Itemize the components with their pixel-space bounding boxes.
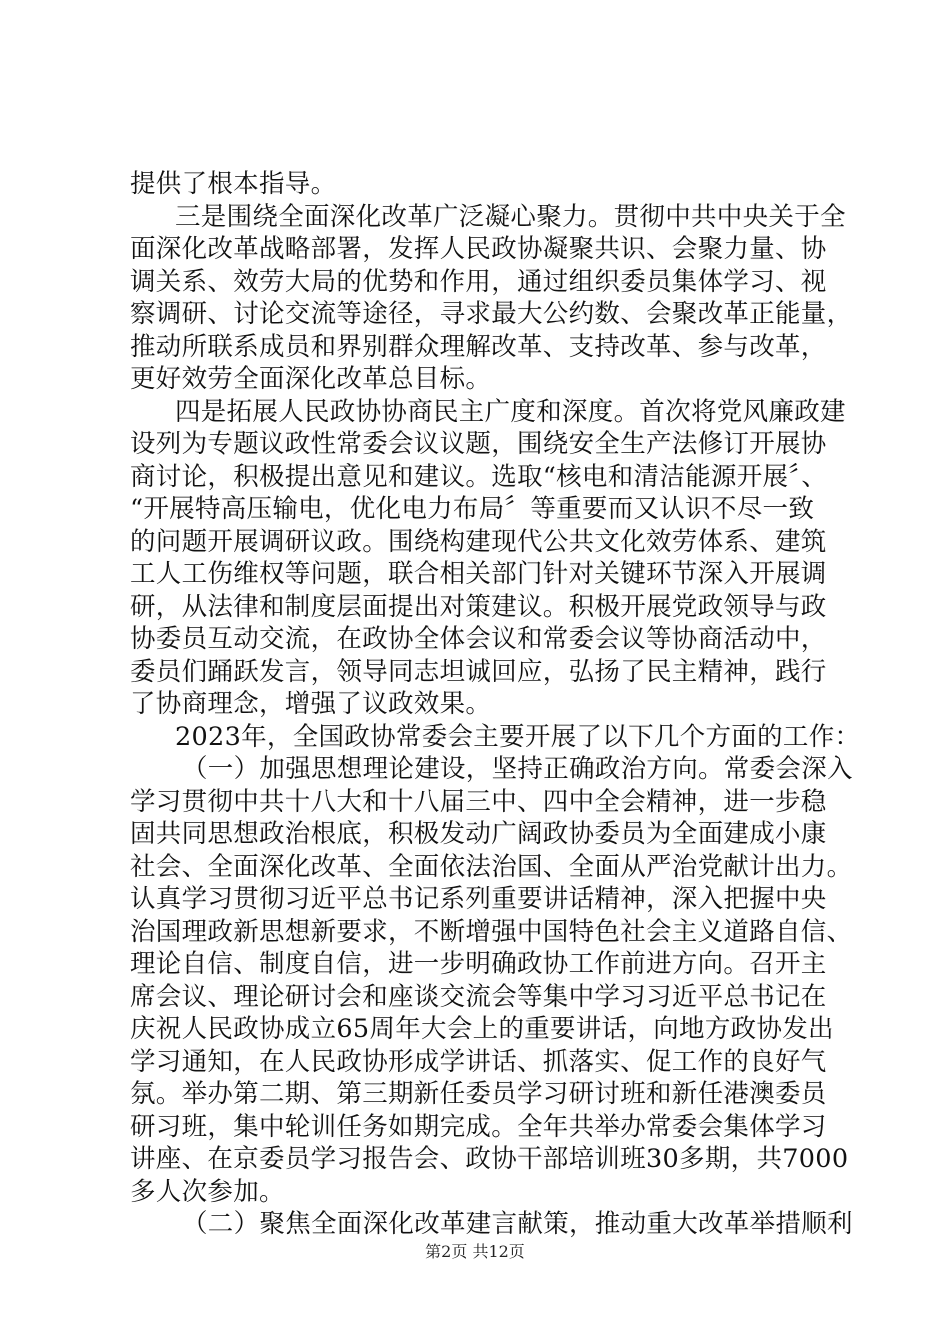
text-line: （一）加强思想理论建设，坚持正确政治方向。常委会深入 (182, 754, 853, 784)
text-line: 讲座、在京委员学习报告会、政协干部培训班30多期，共7000 (130, 1144, 849, 1174)
text-line: 固共同思想政治根底，积极发动广阔政协委员为全面建成小康 (130, 819, 827, 849)
text-line: 工人工伤维权等问题，联合相关部门针对关键环节深入开展调 (130, 559, 827, 589)
text-line: 委员们踊跃发言，领导同志坦诚回应，弘扬了民主精神，践行 (130, 656, 827, 687)
text-line: 社会、全面深化改革、全面依法治国、全面从严治党献计出力。 (130, 851, 853, 882)
text-line: 庆祝人民政协成立65周年大会上的重要讲话，向地方政协发出 (130, 1014, 834, 1044)
text-line: 2023年，全国政协常委会主要开展了以下几个方面的工作： (175, 721, 861, 752)
text-line: 面深化改革战略部署，发挥人民政协凝聚共识、会聚力量、协 (130, 234, 827, 264)
text-line: （二）聚焦全面深化改革建言献策，推动重大改革举措顺利 (182, 1209, 853, 1239)
text-line: 了协商理念，增强了议政效果。 (130, 689, 492, 719)
text-line: 调关系、效劳大局的优势和作用，通过组织委员集体学习、视 (130, 266, 827, 297)
text-line: 三是围绕全面深化改革广泛凝心聚力。贯彻中共中央关于全 (175, 201, 846, 232)
text-line: “开展特高压输电，优化电力布局〞等重要而又认识不尽一致 (130, 494, 815, 524)
text-line: 学习通知，在人民政协形成学讲话、抓落实、促工作的良好气 (130, 1046, 827, 1077)
text-line: 商讨论，积极提出意见和建议。选取“核电和清洁能源开展〞、 (130, 461, 828, 492)
page-footer: 第2页 共12页 (425, 1242, 525, 1261)
text-line: 理论自信、制度自信，进一步明确政协工作前进方向。召开主 (130, 949, 827, 979)
text-line: 研习班，集中轮训任务如期完成。全年共举办常委会集体学习 (130, 1111, 827, 1142)
text-line: 的问题开展调研议政。围绕构建现代公共文化效劳体系、建筑 (130, 526, 827, 557)
text-line: 设列为专题议政性常委会议议题，围绕安全生产法修订开展协 (130, 429, 827, 459)
text-line: 治国理政新思想新要求，不断增强中国特色社会主义道路自信、 (130, 916, 853, 947)
text-line: 氛。举办第二期、第三期新任委员学习研讨班和新任港澳委员 (130, 1079, 827, 1109)
text-line: 认真学习贯彻习近平总书记系列重要讲话精神，深入把握中央 (130, 884, 827, 914)
text-line: 四是拓展人民政协协商民主广度和深度。首次将党风廉政建 (175, 396, 846, 427)
text-line: 学习贯彻中共十八大和十八届三中、四中全会精神，进一步稳 (130, 786, 827, 817)
text-line: 席会议、理论研讨会和座谈交流会等集中学习习近平总书记在 (130, 981, 827, 1012)
text-line: 察调研、讨论交流等途径，寻求最大公约数、会聚改革正能量， (130, 299, 853, 329)
text-line: 更好效劳全面深化改革总目标。 (130, 364, 492, 394)
text-line: 提供了根本指导。 (130, 169, 337, 199)
text-line: 协委员互动交流，在政协全体会议和常委会议等协商活动中， (130, 624, 827, 654)
document-body (130, 168, 861, 1241)
text-line: 研，从法律和制度层面提出对策建议。积极开展党政领导与政 (130, 591, 827, 622)
text-line: 多人次参加。 (130, 1176, 285, 1207)
text-line: 推动所联系成员和界别群众理解改革、支持改革、参与改革， (130, 331, 827, 362)
